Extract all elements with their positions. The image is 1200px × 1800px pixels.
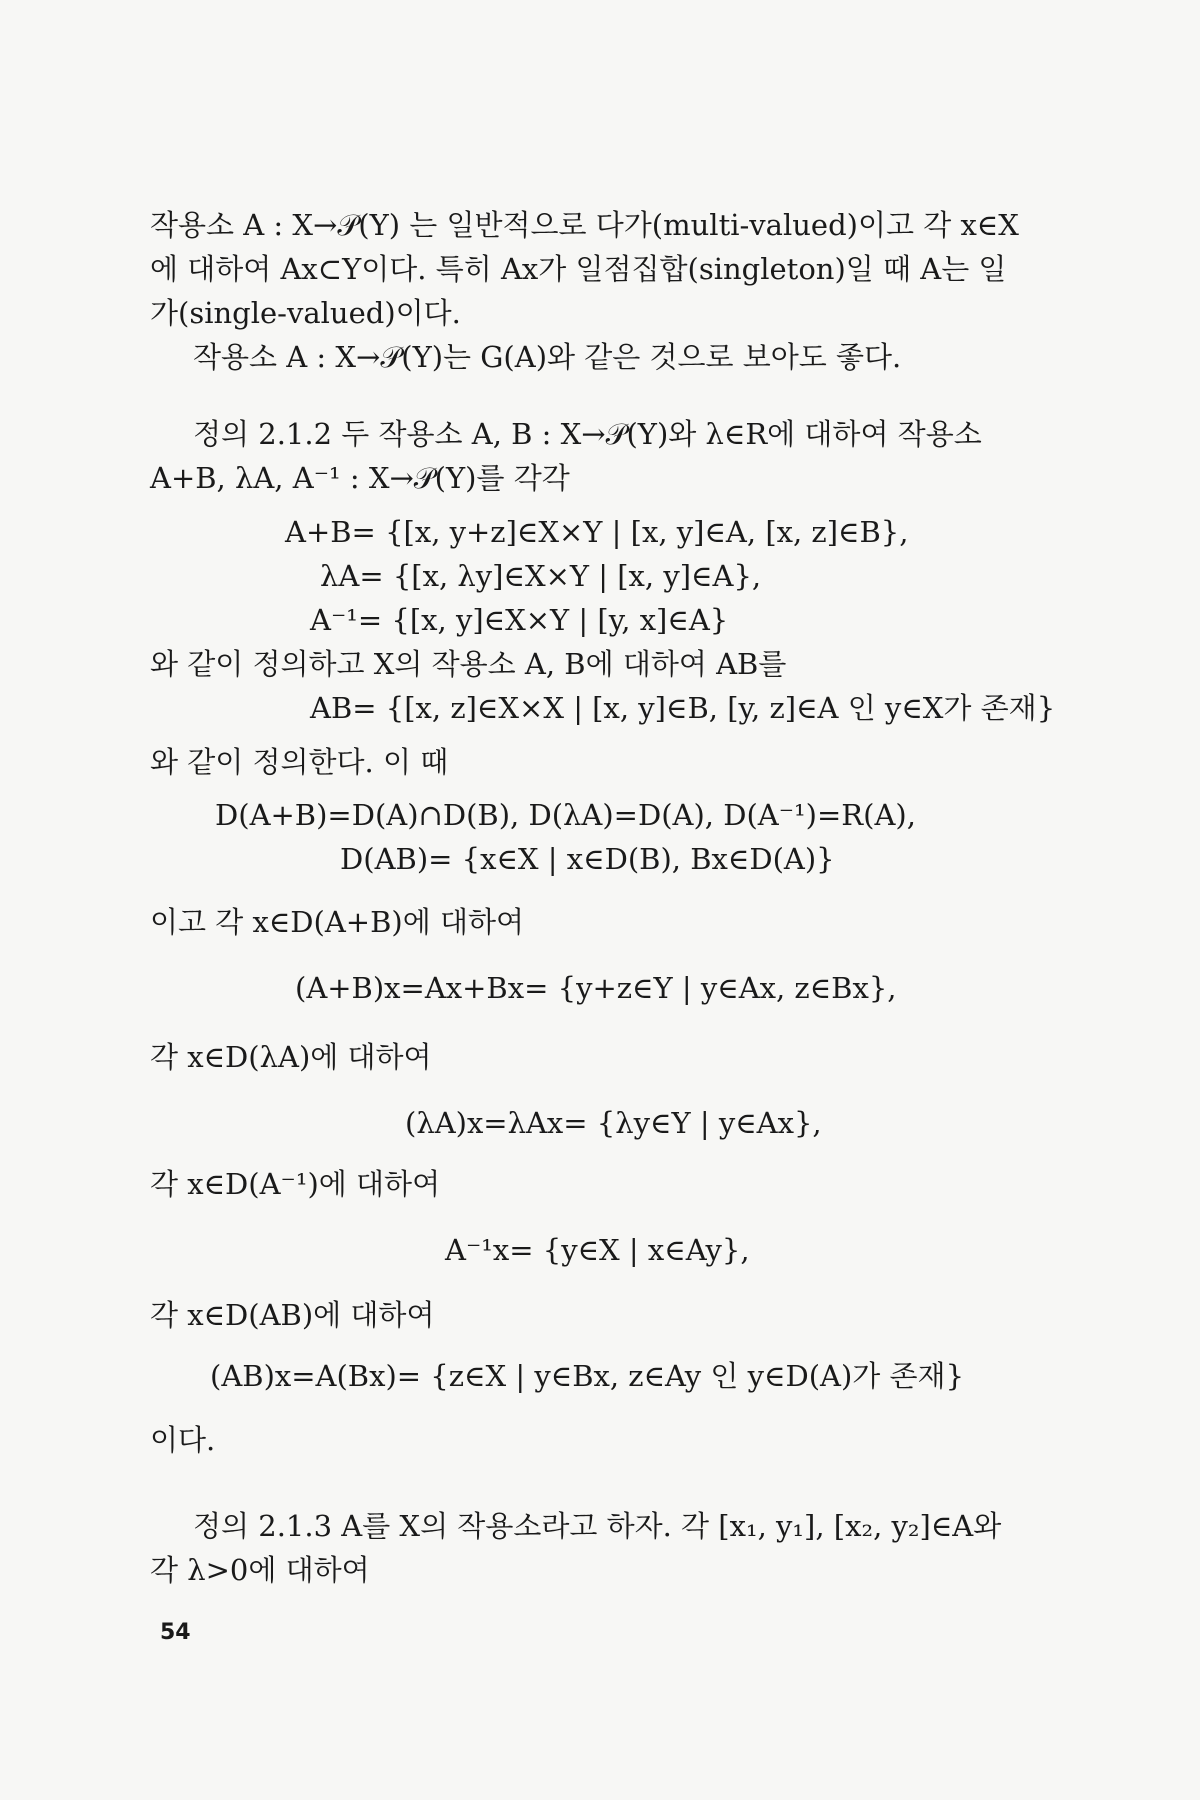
equation-sum: A+B= {[x, y+z]∈X×Y | [x, y]∈A, [x, z]∈B},: [285, 515, 909, 549]
equation-sum-action: (A+B)x=Ax+Bx= {y+z∈Y | y∈Ax, z∈Bx},: [295, 971, 897, 1005]
text-line-inverse-domain: 각 x∈D(A⁻¹)에 대하여: [150, 1167, 441, 1201]
equation-product-action: (AB)x=A(Bx)= {z∈X | y∈Bx, z∈Ay 인 y∈D(A)가 존재}: [210, 1359, 965, 1393]
text-line-3: 가(single-valued)이다.: [150, 296, 461, 330]
text-line-1: 작용소 A : X→𝒫(Y) 는 일반적으로 다가(multi-valued)이고 각 x∈X: [150, 208, 1019, 242]
text-line-4: 작용소 A : X→𝒫(Y)는 G(A)와 같은 것으로 보아도 좋다.: [193, 340, 902, 374]
equation-inverse-action: A⁻¹x= {y∈X | x∈Ay},: [445, 1233, 750, 1267]
equation-domains-2: D(AB)= {x∈X | x∈D(B), Bx∈D(A)}: [340, 842, 835, 876]
text-line-scalar-domain: 각 x∈D(λA)에 대하여: [150, 1040, 432, 1074]
equation-scalar-action: (λA)x=λAx= {λy∈Y | y∈Ax},: [405, 1106, 822, 1140]
equation-domains-1: D(A+B)=D(A)∩D(B), D(λA)=D(A), D(A⁻¹)=R(A),: [215, 798, 916, 832]
equation-product: AB= {[x, z]∈X×X | [x, y]∈B, [y, z]∈A 인 y∈X가 존재}: [310, 691, 1056, 725]
text-line-sum-domain: 이고 각 x∈D(A+B)에 대하여: [150, 905, 525, 939]
text-line-defined: 와 같이 정의한다. 이 때: [150, 745, 449, 779]
definition-2-1-2-line-1: 정의 2.1.2 두 작용소 A, B : X→𝒫(Y)와 λ∈R에 대하여 작용소: [193, 417, 982, 451]
page-number: 54: [160, 1620, 191, 1645]
definition-2-1-3-line-2: 각 λ>0에 대하여: [150, 1553, 370, 1587]
text-line-define-product: 와 같이 정의하고 X의 작용소 A, B에 대하여 AB를: [150, 647, 787, 681]
equation-scalar: λA= {[x, λy]∈X×Y | [x, y]∈A},: [320, 559, 762, 593]
text-line-product-domain: 각 x∈D(AB)에 대하여: [150, 1298, 435, 1332]
equation-inverse: A⁻¹= {[x, y]∈X×Y | [y, x]∈A}: [310, 603, 729, 637]
definition-2-1-3-line-1: 정의 2.1.3 A를 X의 작용소라고 하자. 각 [x₁, y₁], [x₂, y₂]∈A와: [193, 1509, 1002, 1543]
text-line-2: 에 대하여 Ax⊂Y이다. 특히 Ax가 일점집합(singleton)일 때 A는 일: [150, 252, 1007, 286]
definition-2-1-2-line-2: A+B, λA, A⁻¹ : X→𝒫(Y)를 각각: [150, 461, 570, 495]
text-line-end: 이다.: [150, 1423, 216, 1457]
